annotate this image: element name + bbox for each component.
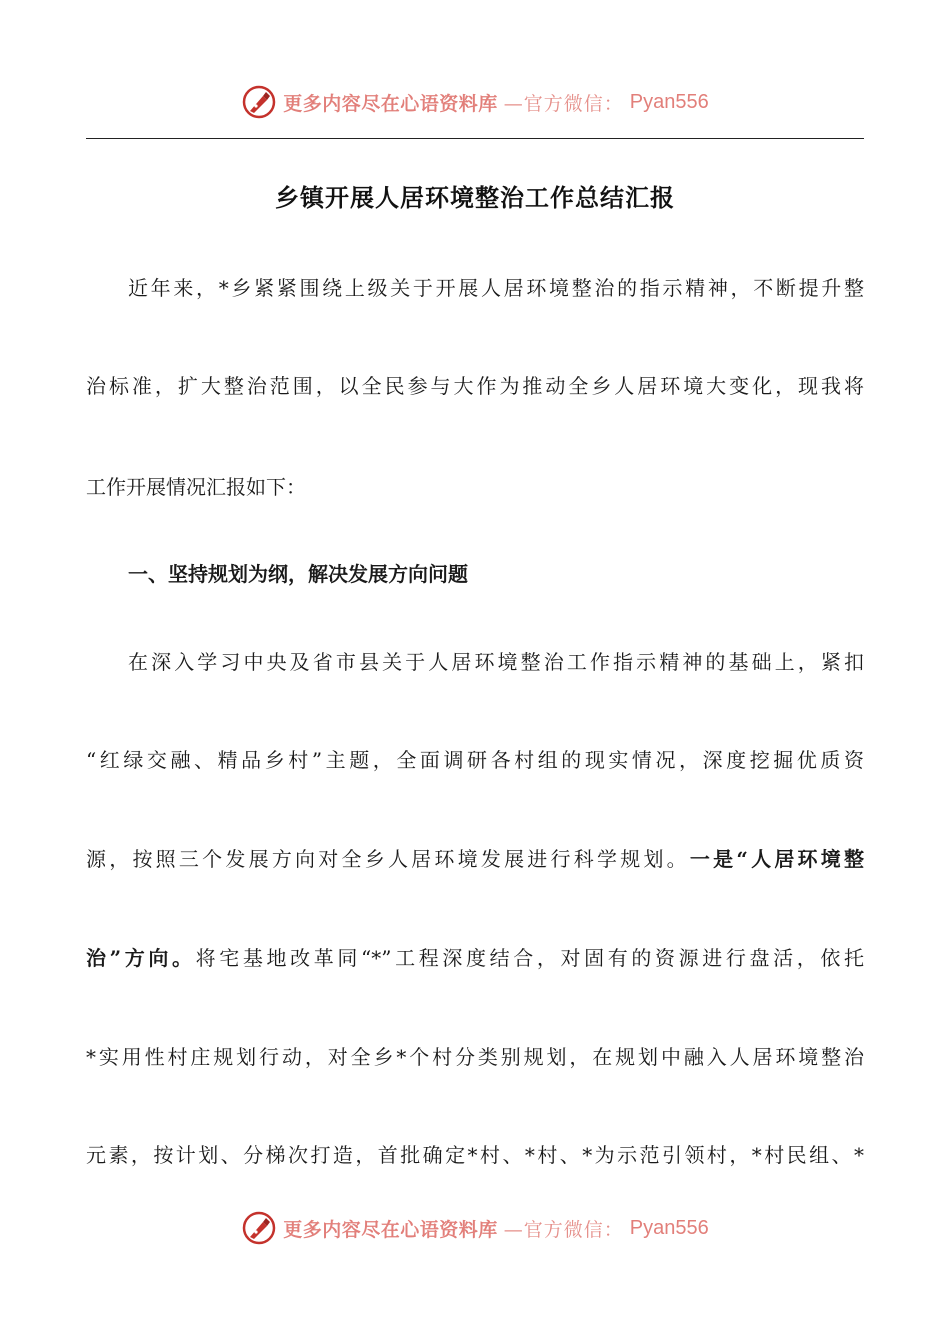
watermark-wechat-id: Pyan556 (629, 90, 709, 113)
paragraph-line: 近年来，*乡紧紧围绕上级关于开展人居环境整治的指示精神，不断提升整 (128, 276, 864, 300)
line-text: 将宅基地改革同“*”工程深度结合，对固有的资源进行盘活，依托 (195, 946, 864, 970)
paragraph-line (86, 940, 864, 976)
watermark-official-text: —官方微信： (503, 1218, 624, 1241)
document-title: 乡镇开展人居环境整治工作总结汇报 (275, 183, 675, 212)
paragraph-line: “红绿交融、精品乡村”主题，全面调研各村组的现实情况，深度挖掘优质资 (86, 748, 864, 772)
watermark-site-text: 更多内容尽在心语资料库 (283, 92, 498, 115)
header-watermark (0, 82, 950, 122)
paragraph-line: *实用性村庄规划行动，对全乡*个村分类别规划，在规划中融入人居环境整治 (86, 1045, 864, 1069)
pen-nib-logo-icon (241, 1210, 277, 1246)
paragraph-line: 工作开展情况汇报如下： (86, 475, 306, 499)
pen-nib-logo-icon (241, 84, 277, 120)
paragraph-line: 在深入学习中央及省市县关于人居环境整治工作指示精神的基础上，紧扣 (128, 650, 864, 674)
watermark-site-text: 更多内容尽在心语资料库 (283, 1218, 498, 1241)
paragraph-line: 治标准，扩大整治范围，以全民参与大作为推动全乡人居环境大变化，现我将 (86, 374, 864, 398)
footer-watermark (0, 1208, 950, 1248)
emphasis-text: 治”方向。 (86, 946, 196, 970)
watermark-wechat-id: Pyan556 (629, 1216, 709, 1239)
emphasis-text: 一是“人居环境整 (689, 847, 864, 871)
header-divider (86, 138, 864, 139)
line-text: 源，按照三个发展方向对全乡人居环境发展进行科学规划。 (86, 847, 690, 871)
section-heading: 一、坚持规划为纲，解决发展方向问题 (128, 562, 468, 586)
watermark-official-text: —官方微信： (503, 92, 624, 115)
paragraph-line (86, 841, 864, 877)
paragraph-line: 元素，按计划、分梯次打造，首批确定*村、*村、*为示范引领村，*村民组、* (86, 1143, 864, 1167)
